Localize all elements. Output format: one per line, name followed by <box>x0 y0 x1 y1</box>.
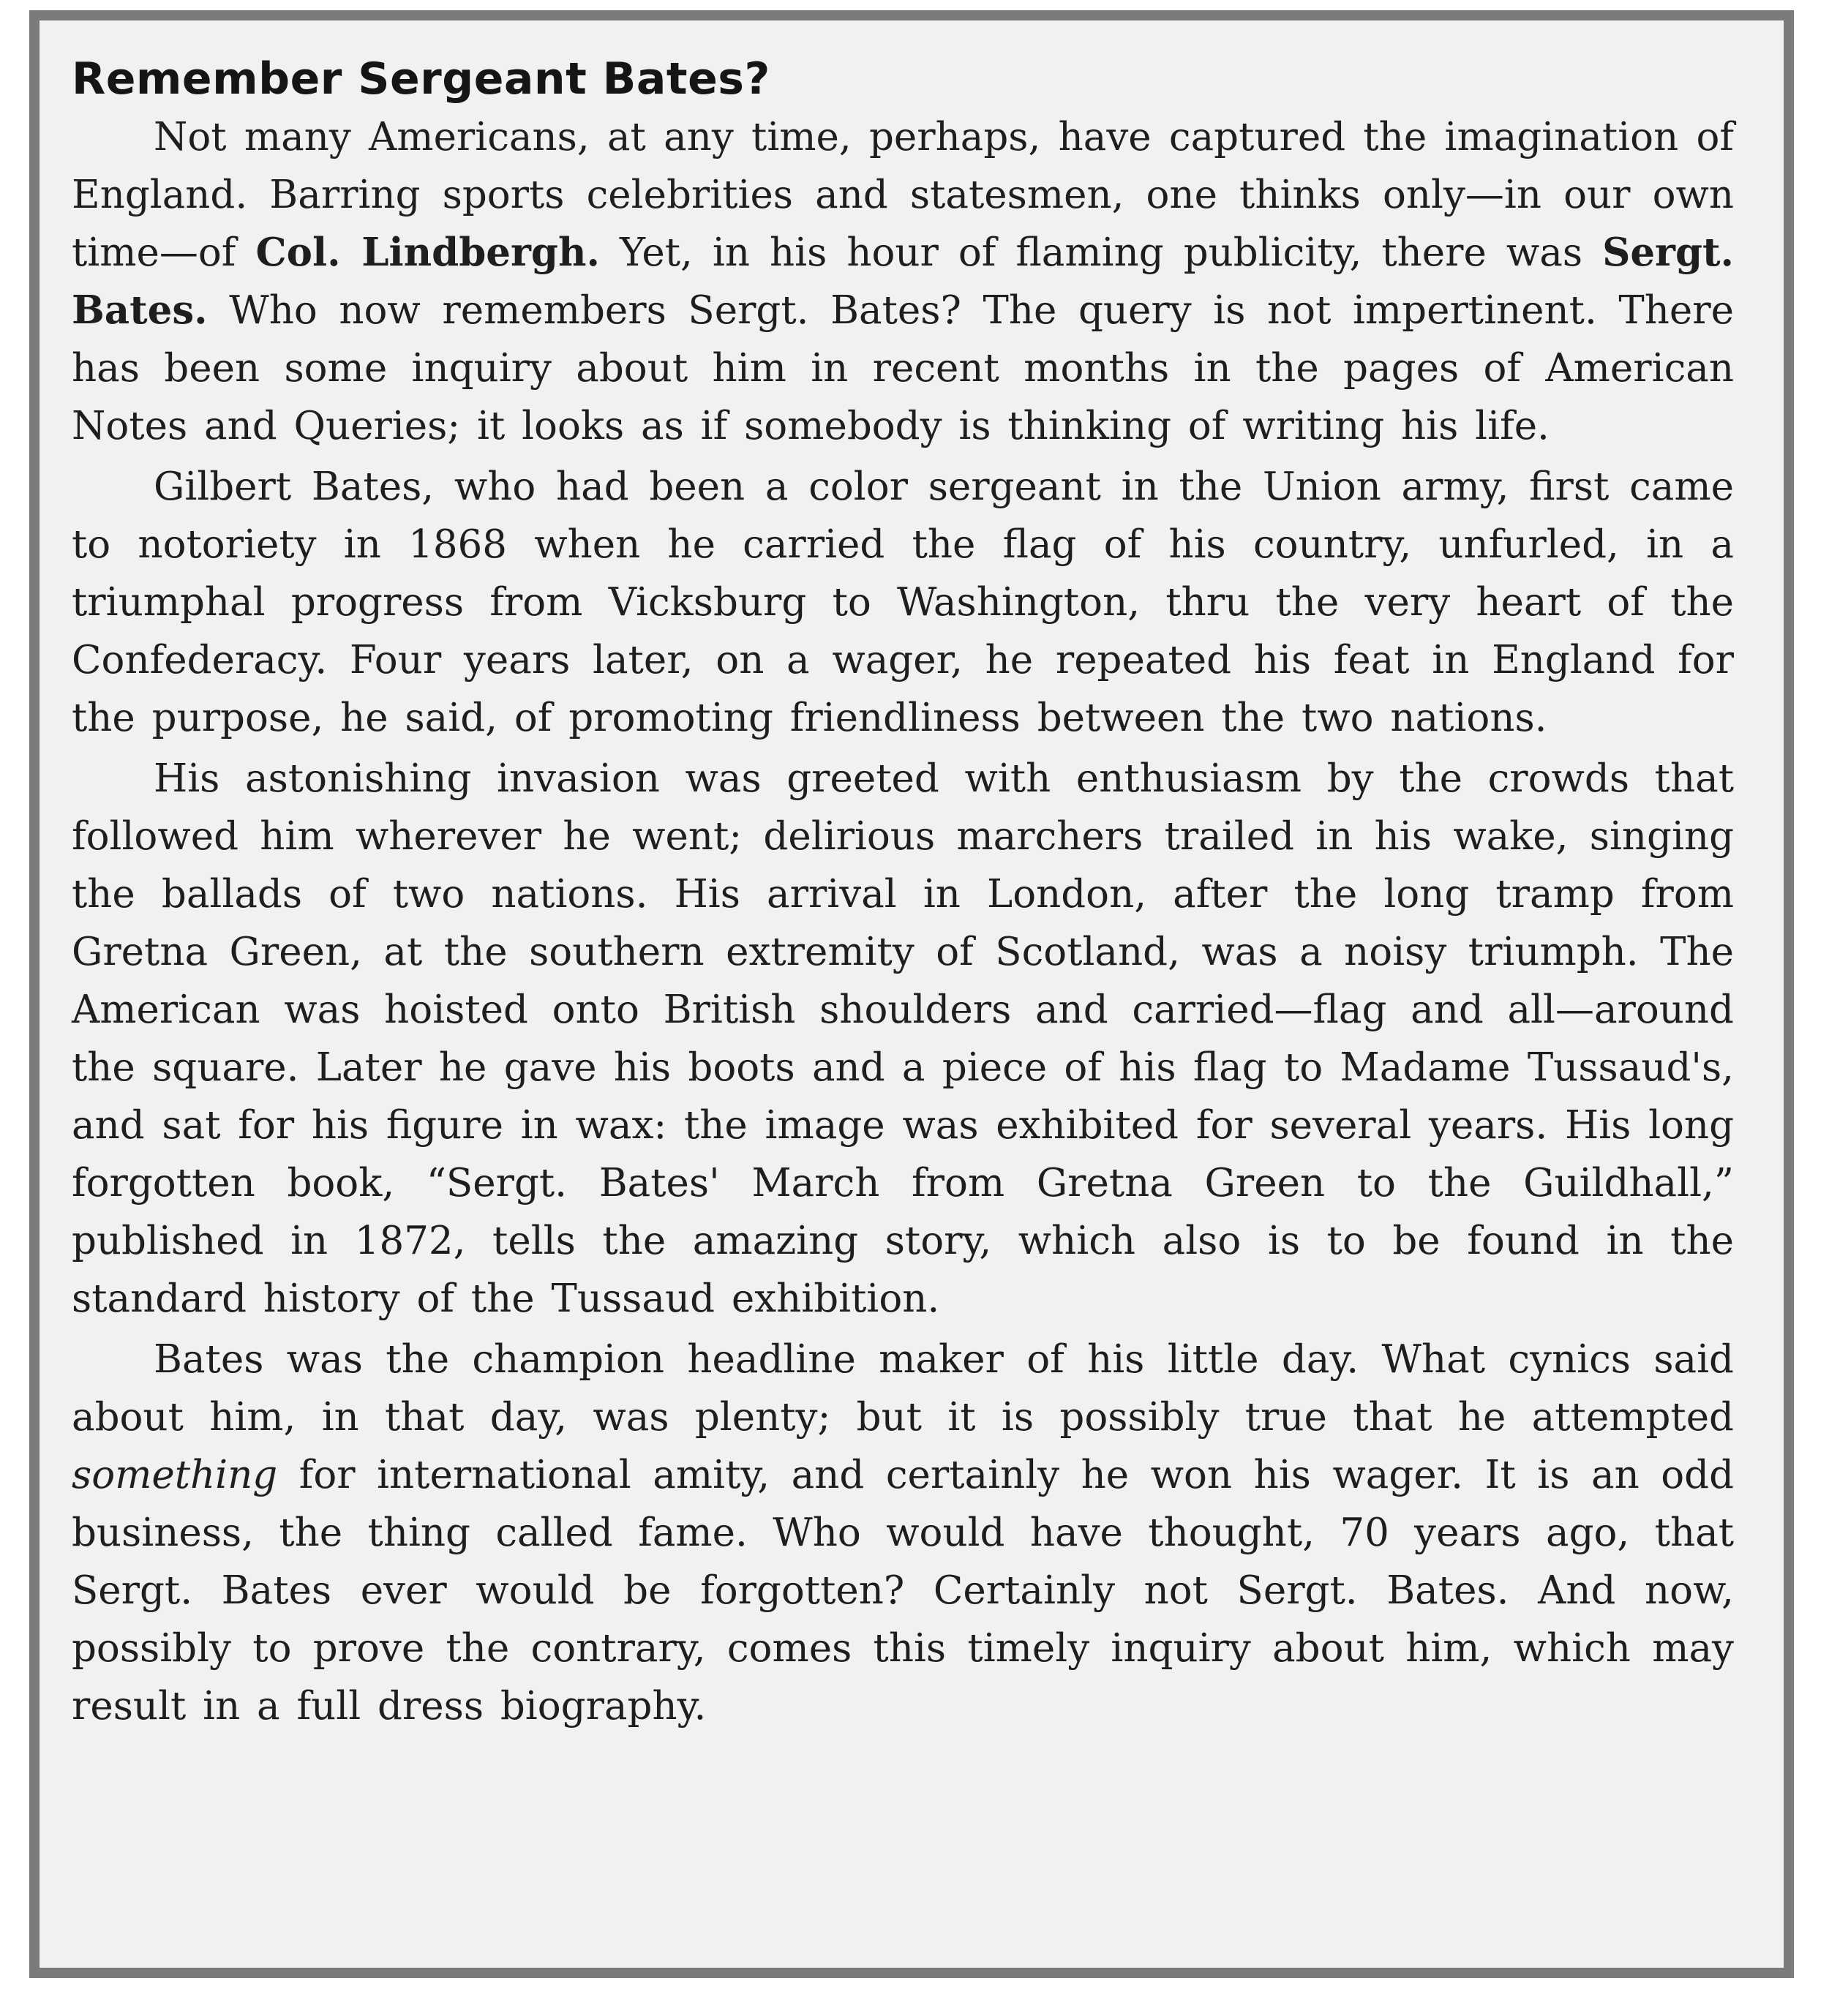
paragraph-1 <box>72 108 1734 455</box>
clipping-frame <box>29 10 1794 1978</box>
paragraph-4-text-b: for international amity, and certainly he won his wager. It is an odd business, the thing called fame. Who would have thought, 70 years ago, that Sergt. Bates ever would be forgotten? Certainly not Sergt. Bates. And now, possibly to prove the contrary, comes this timely inquiry about him, which may result in a full dress biography. <box>72 1453 1734 1729</box>
paragraph-1-text-a: Not many Americans, at any time, perhaps, have captured the imagination of England. Barring sports celebrities and statesmen, one thinks only—in our own time—of <box>72 115 1734 275</box>
paragraph-4 <box>72 1331 1734 1735</box>
article-headline: Remember Sergeant Bates? <box>72 53 770 105</box>
newspaper-clipping <box>72 51 1734 1738</box>
paragraph-1-text-c: Who now remembers Sergt. Bates? The query is not impertinent. There has been some inquiry about him in recent months in the pages of American Notes and Queries; it looks as if somebody is thinking of writing his life. <box>72 288 1734 448</box>
paragraph-1-text-b: Yet, in his hour of flaming publicity, there was <box>599 230 1603 275</box>
paragraph-2: Gilbert Bates, who had been a color sergeant in the Union army, first came to notoriety in 1868 when he carried the flag of his country, unfurled, in a triumphal progress from Vicksburg to Washington, thru the very heart of the Confederacy. Four years later, on a wager, he repeated his feat in England for the purpose, he said, of promoting friendliness between the two nations. <box>72 464 1734 740</box>
emphasis-something: something <box>72 1453 278 1497</box>
name-bates: Sergt. Bates. <box>72 230 1734 333</box>
name-lindbergh: Col. Lindbergh. <box>255 230 600 275</box>
paragraph-4-text-a: Bates was the champion headline maker of his little day. What cynics said about him, in that day, was plenty; but it is possibly true that he attempted <box>72 1337 1734 1440</box>
paragraph-3: His astonishing invasion was greeted with enthusiasm by the crowds that followed him wherever he went; delirious marchers trailed in his wake, singing the ballads of two nations. His arrival in London, after the long tramp from Gretna Green, at the southern extremity of Scotland, was a noisy triumph. The American was hoisted onto British shoulders and carried—flag and all—around the square. Later he gave his boots and a piece of his flag to Madame Tussaud's, and sat for his figure in wax: the image was exhibited for several years. His long forgotten book, “Sergt. Bates' March from Gretna Green to the Guildhall,” published in 1872, tells the amazing story, which also is to be found in the standard history of the Tussaud exhibition. <box>72 756 1734 1321</box>
